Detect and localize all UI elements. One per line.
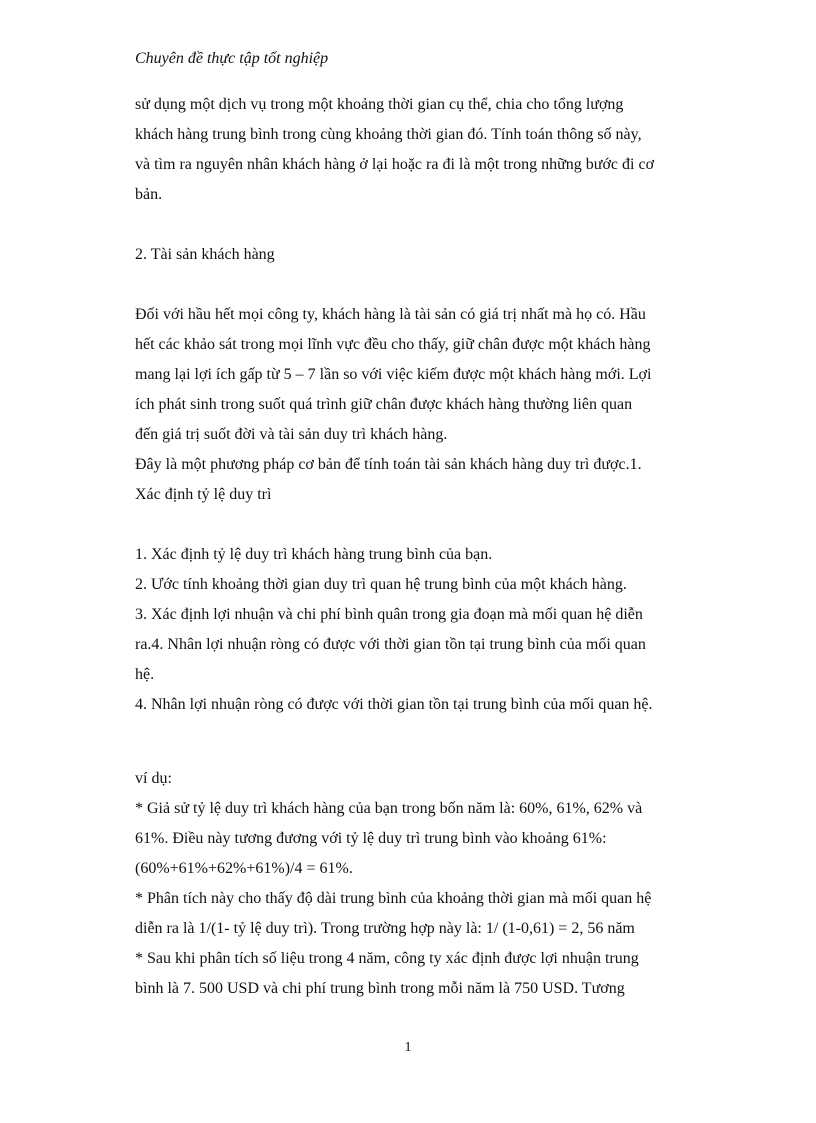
body-line: mang lại lợi ích gấp từ 5 – 7 lần so với việc kiếm được một khách hàng mới. Lợi bbox=[135, 366, 652, 383]
page-number: 1 bbox=[404, 1040, 412, 1055]
list-item: 1. Xác định tỷ lệ duy trì khách hàng trung bình của bạn. bbox=[135, 546, 493, 563]
body-line: đến giá trị suốt đời và tài sản duy trì khách hàng. bbox=[135, 426, 448, 443]
body-line: Đối với hầu hết mọi công ty, khách hàng là tài sản có giá trị nhất mà họ có. Hầu bbox=[135, 306, 646, 323]
body-line: (60%+61%+62%+61%)/4 = 61%. bbox=[135, 860, 353, 877]
body-line: bản. bbox=[135, 186, 163, 203]
list-item: 2. Ước tính khoảng thời gian duy trì quan hệ trung bình của một khách hàng. bbox=[135, 576, 627, 593]
example-heading: ví dụ: bbox=[135, 770, 172, 787]
body-line: * Sau khi phân tích số liệu trong 4 năm, công ty xác định được lợi nhuận trung bbox=[135, 950, 639, 967]
list-item: ra.4. Nhân lợi nhuận ròng có được với thời gian tồn tại trung bình của mối quan bbox=[135, 636, 646, 653]
body-line: sử dụng một dịch vụ trong một khoảng thời gian cụ thể, chia cho tổng lượng bbox=[135, 96, 624, 113]
list-item: 3. Xác định lợi nhuận và chi phí bình quân trong gia đoạn mà mối quan hệ diễn bbox=[135, 606, 643, 623]
body-line: * Phân tích này cho thấy độ dài trung bình của khoảng thời gian mà mối quan hệ bbox=[135, 890, 652, 907]
body-line: khách hàng trung bình trong cùng khoảng thời gian đó. Tính toán thông số này, bbox=[135, 126, 642, 143]
body-line: bình là 7. 500 USD và chi phí trung bình trong mỗi năm là 750 USD. Tương bbox=[135, 980, 625, 997]
document-header: Chuyên đề thực tập tốt nghiệp bbox=[135, 50, 329, 67]
body-line: 61%. Điều này tương đương với tỷ lệ duy trì trung bình vào khoảng 61%: bbox=[135, 830, 607, 847]
body-line: * Giả sử tỷ lệ duy trì khách hàng của bạn trong bốn năm là: 60%, 61%, 62% và bbox=[135, 800, 643, 817]
body-line: và tìm ra nguyên nhân khách hàng ở lại hoặc ra đi là một trong những bước đi cơ bbox=[135, 156, 655, 173]
section-heading: 2. Tài sản khách hàng bbox=[135, 246, 275, 263]
body-line: ích phát sinh trong suốt quá trình giữ chân được khách hàng thường liên quan bbox=[135, 396, 633, 413]
body-line: Đây là một phương pháp cơ bản để tính toán tài sản khách hàng duy trì được.1. bbox=[135, 456, 642, 473]
list-item: 4. Nhân lợi nhuận ròng có được với thời gian tồn tại trung bình của mối quan hệ. bbox=[135, 696, 653, 713]
body-line: Xác định tỷ lệ duy trì bbox=[135, 486, 272, 503]
list-item: hệ. bbox=[135, 666, 155, 683]
body-line: diễn ra là 1/(1- tỷ lệ duy trì). Trong trường hợp này là: 1/ (1-0,61) = 2, 56 năm bbox=[135, 920, 635, 937]
body-line: hết các khảo sát trong mọi lĩnh vực đều cho thấy, giữ chân được một khách hàng bbox=[135, 336, 651, 353]
